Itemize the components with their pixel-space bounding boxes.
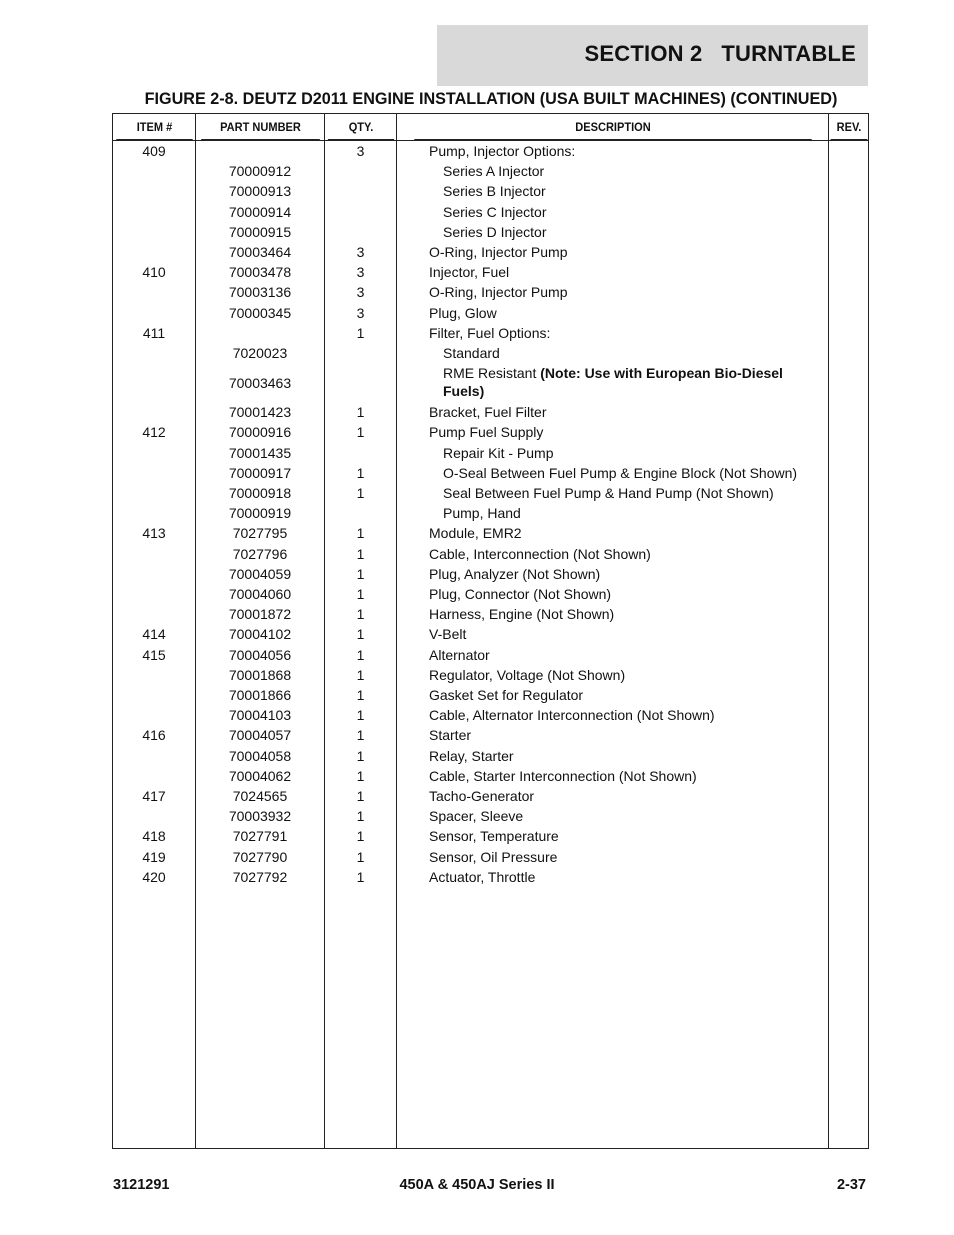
- quantity: 1: [356, 424, 365, 441]
- description: Spacer, Sleeve: [429, 808, 524, 825]
- item-number: 417: [142, 787, 166, 804]
- quantity: 1: [356, 828, 365, 845]
- part-number: 7020023: [232, 345, 288, 361]
- column-header-rev: REV.: [831, 114, 868, 140]
- description: Sensor, Temperature: [429, 828, 559, 845]
- part-number: 70003463: [228, 374, 292, 391]
- part-number: 70000915: [228, 223, 292, 240]
- quantity: 1: [356, 404, 365, 421]
- description: Alternator: [429, 646, 490, 663]
- item-number: 418: [142, 828, 166, 845]
- quantity: 1: [356, 484, 365, 501]
- part-number: 7027795: [232, 525, 288, 542]
- part-number: 70000917: [228, 464, 292, 481]
- quantity: 1: [356, 565, 365, 582]
- quantity: 3: [356, 143, 365, 159]
- section-header-band: [437, 25, 868, 86]
- part-number: 70000919: [228, 505, 292, 522]
- part-number: 70001423: [228, 404, 292, 421]
- quantity: 1: [356, 606, 365, 623]
- quantity: 3: [356, 244, 365, 260]
- description: Starter: [429, 727, 472, 744]
- description: O-Ring, Injector Pump: [429, 284, 568, 301]
- header-divider: [113, 140, 868, 141]
- description: Gasket Set for Regulator: [429, 686, 584, 703]
- description: Cable, Starter Interconnection (Not Shown): [429, 767, 697, 784]
- column-header-description: DESCRIPTION: [414, 114, 811, 140]
- part-number: 70001435: [228, 444, 292, 461]
- footer-doc-number: 3121291: [113, 1177, 170, 1193]
- part-number: 70004103: [228, 707, 292, 724]
- part-number: 70001866: [228, 686, 292, 703]
- description: Standard: [443, 345, 500, 361]
- part-number: 7027796: [232, 545, 288, 562]
- footer-model: 450A & 450AJ Series II: [399, 1177, 555, 1193]
- column-divider: [396, 114, 397, 1148]
- part-number: 70000913: [228, 183, 292, 200]
- description: Relay, Starter: [429, 747, 514, 764]
- part-number: 70003932: [228, 808, 292, 825]
- description: Sensor, Oil Pressure: [429, 848, 558, 865]
- item-number: 412: [142, 424, 166, 441]
- quantity: 1: [356, 626, 365, 643]
- part-number: 70004058: [228, 747, 292, 764]
- quantity: 1: [356, 686, 365, 703]
- description: Cable, Alternator Interconnection (Not Shown): [429, 707, 715, 724]
- part-number: 70004060: [228, 585, 292, 602]
- quantity: 1: [356, 525, 365, 542]
- description: Series B Injector: [443, 183, 546, 200]
- description: Pump Fuel Supply: [429, 424, 544, 441]
- description: Repair Kit - Pump: [443, 444, 554, 461]
- item-number: 420: [142, 868, 166, 885]
- quantity: 1: [356, 324, 365, 341]
- item-number: 416: [142, 727, 166, 744]
- description: Harness, Engine (Not Shown): [429, 606, 615, 623]
- part-number: 70001872: [228, 606, 292, 623]
- part-number: 70000916: [228, 424, 292, 441]
- part-number: 7027792: [232, 868, 288, 885]
- quantity: 1: [356, 666, 365, 683]
- description: Series A Injector: [443, 163, 545, 180]
- description: O-Ring, Injector Pump: [429, 244, 568, 260]
- column-header-part-number: PART NUMBER: [201, 114, 320, 140]
- description: Filter, Fuel Options:: [429, 324, 551, 341]
- part-number: 70000918: [228, 484, 292, 501]
- quantity: 1: [356, 767, 365, 784]
- description: Plug, Connector (Not Shown): [429, 585, 612, 602]
- part-number: 70000914: [228, 203, 292, 220]
- column-divider: [828, 114, 829, 1148]
- description: Series D Injector: [443, 223, 547, 240]
- quantity: 1: [356, 848, 365, 865]
- description: V-Belt: [429, 626, 467, 643]
- part-number: 70004056: [228, 646, 292, 663]
- column-header-item: ITEM #: [116, 114, 192, 140]
- part-number: 70004057: [228, 727, 292, 744]
- parts-table: [112, 113, 869, 1149]
- description: Pump, Injector Options:: [429, 143, 576, 159]
- quantity: 1: [356, 868, 365, 885]
- quantity: 1: [356, 707, 365, 724]
- item-number: 411: [142, 324, 166, 341]
- part-number: 70001868: [228, 666, 292, 683]
- quantity: 1: [356, 545, 365, 562]
- item-number: 414: [142, 626, 166, 643]
- part-number: 70003478: [228, 264, 292, 281]
- description-note: (Note: Use with European Bio-Diesel: [540, 365, 783, 382]
- part-number: 70004059: [228, 565, 292, 582]
- description: Injector, Fuel: [429, 264, 510, 281]
- description-note-continued: Fuels): [443, 383, 485, 400]
- part-number: 70003464: [228, 244, 292, 260]
- part-number: 70004102: [228, 626, 292, 643]
- part-number: 7024565: [232, 787, 288, 804]
- description: O-Seal Between Fuel Pump & Engine Block (Not Shown): [443, 464, 798, 481]
- quantity: 3: [356, 284, 365, 301]
- quantity: 3: [356, 264, 365, 281]
- description-text: RME Resistant: [443, 365, 541, 382]
- description: Seal Between Fuel Pump & Hand Pump (Not Shown): [443, 484, 774, 501]
- part-number: 70003136: [228, 284, 292, 301]
- quantity: 1: [356, 808, 365, 825]
- description: Actuator, Throttle: [429, 868, 536, 885]
- part-number: 70000345: [228, 304, 292, 321]
- quantity: 1: [356, 585, 365, 602]
- description: Tacho-Generator: [429, 787, 535, 804]
- quantity: 3: [356, 304, 365, 321]
- description: [443, 364, 783, 400]
- description: Plug, Glow: [429, 304, 497, 321]
- item-number: 410: [142, 264, 166, 281]
- quantity: 1: [356, 646, 365, 663]
- column-header-qty: QTY.: [328, 114, 394, 140]
- part-number: 7027790: [232, 848, 288, 865]
- description: Bracket, Fuel Filter: [429, 404, 547, 421]
- figure-title: FIGURE 2-8. DEUTZ D2011 ENGINE INSTALLATION (USA BUILT MACHINES) (CONTINUED): [144, 90, 838, 108]
- item-number: 415: [142, 646, 166, 663]
- description: Module, EMR2: [429, 525, 522, 542]
- quantity: 1: [356, 464, 365, 481]
- item-number: 409: [142, 143, 166, 159]
- part-number: 70000912: [228, 163, 292, 180]
- part-number: 7027791: [232, 828, 288, 845]
- quantity: 1: [356, 787, 365, 804]
- description: Pump, Hand: [443, 505, 521, 522]
- description: Plug, Analyzer (Not Shown): [429, 565, 601, 582]
- quantity: 1: [356, 727, 365, 744]
- quantity: 1: [356, 747, 365, 764]
- item-number: 413: [142, 525, 166, 542]
- description: Cable, Interconnection (Not Shown): [429, 545, 651, 562]
- description: Regulator, Voltage (Not Shown): [429, 666, 626, 683]
- footer-page-number: 2-37: [836, 1177, 866, 1193]
- description: Series C Injector: [443, 203, 547, 220]
- item-number: 419: [142, 848, 166, 865]
- section-title: SECTION 2 TURNTABLE: [584, 41, 856, 66]
- part-number: 70004062: [228, 767, 292, 784]
